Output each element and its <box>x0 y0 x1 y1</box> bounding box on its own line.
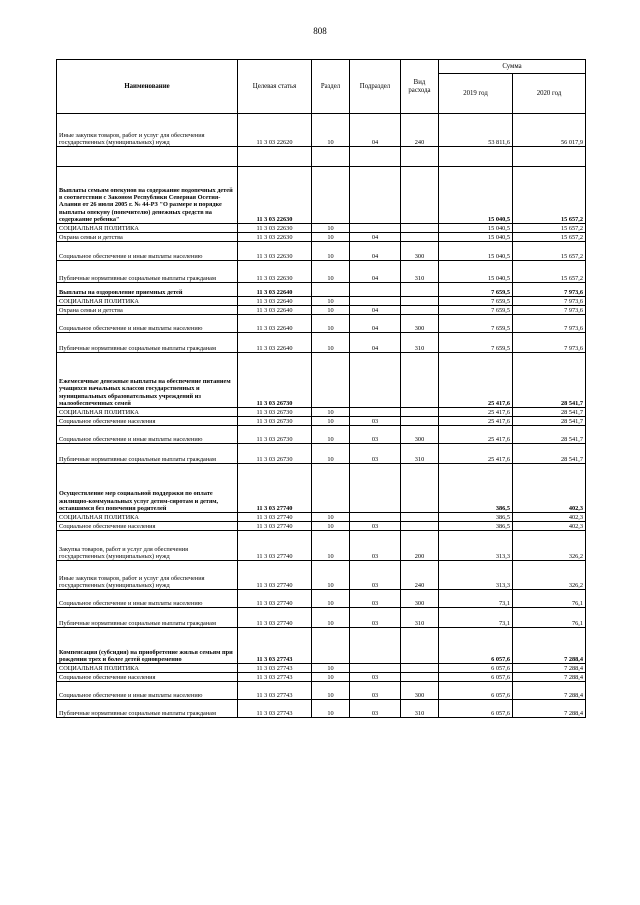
row-subsection: 03 <box>350 522 401 531</box>
table-row <box>57 147 586 167</box>
row-subsection: 04 <box>350 114 401 147</box>
row-subsection: 03 <box>350 531 401 561</box>
row-sum-2019: 25 417,6 <box>439 408 513 417</box>
row-code: 11 3 03 22640 <box>238 297 312 306</box>
row-section <box>312 283 350 297</box>
row-expense-type: 310 <box>401 333 439 353</box>
row-sum-2020: 7 288,4 <box>513 664 586 673</box>
table-row <box>57 224 586 233</box>
row-sum-2020: 76,1 <box>513 590 586 608</box>
row-name <box>57 147 238 167</box>
row-name: Публичные нормативные социальные выплаты гражданам <box>57 444 238 464</box>
row-subsection: 04 <box>350 233 401 242</box>
row-code: 11 3 03 22630 <box>238 233 312 242</box>
row-sum-2020 <box>513 147 586 167</box>
row-name: СОЦИАЛЬНАЯ ПОЛИТИКА <box>57 408 238 417</box>
row-sum-2020: 15 657,2 <box>513 224 586 233</box>
row-sum-2020: 15 657,2 <box>513 242 586 261</box>
row-name: Компенсация (субсидия) на приобретение жилья семьям при рождении трех и более детей одновременно <box>57 628 238 664</box>
row-sum-2020: 402,3 <box>513 464 586 513</box>
table-row <box>57 315 586 333</box>
row-code: 11 3 03 27740 <box>238 531 312 561</box>
table-body <box>57 114 586 718</box>
row-expense-type: 300 <box>401 242 439 261</box>
row-sum-2019: 386,5 <box>439 522 513 531</box>
row-sum-2020: 28 541,7 <box>513 444 586 464</box>
row-name: Ежемесячные денежные выплаты на обеспечение питанием учащихся начальных классов государственных и муниципальных образовательных учреждений из малообеспеченных семей <box>57 353 238 408</box>
row-sum-2019: 7 659,5 <box>439 333 513 353</box>
row-name: Социальное обеспечение и иные выплаты населению <box>57 590 238 608</box>
row-section: 10 <box>312 417 350 426</box>
row-subsection <box>350 464 401 513</box>
table-row <box>57 114 586 147</box>
row-sum-2020: 76,1 <box>513 608 586 628</box>
row-sum-2019: 25 417,6 <box>439 353 513 408</box>
table-row <box>57 628 586 664</box>
row-subsection: 03 <box>350 673 401 682</box>
row-subsection: 03 <box>350 417 401 426</box>
row-section: 10 <box>312 664 350 673</box>
table-row <box>57 444 586 464</box>
row-name: Выплаты на оздоровление приемных детей <box>57 283 238 297</box>
row-subsection: 03 <box>350 444 401 464</box>
row-section: 10 <box>312 531 350 561</box>
row-section: 10 <box>312 444 350 464</box>
row-sum-2019: 15 040,5 <box>439 261 513 283</box>
row-sum-2019 <box>439 147 513 167</box>
row-section <box>312 353 350 408</box>
row-sum-2020: 402,3 <box>513 513 586 522</box>
row-expense-type: 300 <box>401 590 439 608</box>
row-expense-type: 300 <box>401 426 439 444</box>
row-sum-2019: 6 057,6 <box>439 682 513 700</box>
row-subsection: 03 <box>350 700 401 718</box>
row-name: Охрана семьи и детства <box>57 306 238 315</box>
row-section: 10 <box>312 297 350 306</box>
row-code: 11 3 03 27740 <box>238 522 312 531</box>
row-section: 10 <box>312 682 350 700</box>
row-code: 11 3 03 22620 <box>238 114 312 147</box>
row-sum-2020: 15 657,2 <box>513 261 586 283</box>
row-subsection <box>350 224 401 233</box>
table-row <box>57 426 586 444</box>
table-row <box>57 590 586 608</box>
table-row <box>57 682 586 700</box>
row-sum-2020: 7 288,4 <box>513 673 586 682</box>
header-section: Раздел <box>312 60 350 114</box>
row-expense-type <box>401 417 439 426</box>
header-subsection: Подраздел <box>350 60 401 114</box>
row-expense-type: 240 <box>401 561 439 590</box>
row-sum-2020: 7 973,6 <box>513 315 586 333</box>
row-sum-2020: 7 973,6 <box>513 306 586 315</box>
row-section: 10 <box>312 426 350 444</box>
row-name: Закупка товаров, работ и услуг для обеспечения государственных (муниципальных) нужд <box>57 531 238 561</box>
row-code: 11 3 03 27740 <box>238 464 312 513</box>
row-sum-2019: 313,3 <box>439 531 513 561</box>
row-sum-2020: 326,2 <box>513 531 586 561</box>
row-code: 11 3 03 26730 <box>238 353 312 408</box>
row-code: 11 3 03 26730 <box>238 426 312 444</box>
row-sum-2019: 15 040,5 <box>439 233 513 242</box>
row-name: СОЦИАЛЬНАЯ ПОЛИТИКА <box>57 513 238 522</box>
row-expense-type <box>401 224 439 233</box>
row-name: Осуществление мер социальной поддержки по оплате жилищно-коммунальных услуг детям-сиротам и детям, оставшимся без попечения родителей <box>57 464 238 513</box>
row-section: 10 <box>312 242 350 261</box>
row-sum-2019: 7 659,5 <box>439 315 513 333</box>
row-expense-type <box>401 513 439 522</box>
row-code: 11 3 03 27743 <box>238 682 312 700</box>
row-sum-2020: 28 541,7 <box>513 417 586 426</box>
row-section: 10 <box>312 224 350 233</box>
row-section: 10 <box>312 513 350 522</box>
row-expense-type: 300 <box>401 682 439 700</box>
table-row <box>57 664 586 673</box>
header-year-2019: 2019 год <box>439 74 513 114</box>
row-sum-2020: 7 288,4 <box>513 682 586 700</box>
row-sum-2020: 7 973,6 <box>513 283 586 297</box>
row-subsection <box>350 297 401 306</box>
row-section: 10 <box>312 408 350 417</box>
row-section: 10 <box>312 233 350 242</box>
row-name: Публичные нормативные социальные выплаты гражданам <box>57 700 238 718</box>
row-code: 11 3 03 27740 <box>238 561 312 590</box>
table-row <box>57 700 586 718</box>
table-row <box>57 417 586 426</box>
row-subsection: 04 <box>350 333 401 353</box>
row-sum-2020: 7 288,4 <box>513 628 586 664</box>
row-section <box>312 147 350 167</box>
header-year-2020: 2020 год <box>513 74 586 114</box>
row-subsection <box>350 408 401 417</box>
row-name: Социальное обеспечение населения <box>57 522 238 531</box>
row-section: 10 <box>312 608 350 628</box>
row-sum-2020: 15 657,2 <box>513 233 586 242</box>
table-row <box>57 522 586 531</box>
row-code: 11 3 03 26730 <box>238 408 312 417</box>
row-section: 10 <box>312 261 350 283</box>
row-code: 11 3 03 22630 <box>238 224 312 233</box>
row-code: 11 3 03 22640 <box>238 306 312 315</box>
row-sum-2019: 25 417,6 <box>439 417 513 426</box>
table-row <box>57 297 586 306</box>
row-code: 11 3 03 22630 <box>238 242 312 261</box>
row-sum-2019: 15 040,5 <box>439 224 513 233</box>
row-name: Социальное обеспечение населения <box>57 417 238 426</box>
row-sum-2020: 15 657,2 <box>513 167 586 224</box>
table-row <box>57 261 586 283</box>
row-sum-2019: 386,5 <box>439 464 513 513</box>
row-code: 11 3 03 26730 <box>238 444 312 464</box>
row-subsection <box>350 628 401 664</box>
row-name: Социальное обеспечение и иные выплаты населению <box>57 426 238 444</box>
row-expense-type <box>401 283 439 297</box>
row-section: 10 <box>312 333 350 353</box>
row-section <box>312 464 350 513</box>
row-section: 10 <box>312 306 350 315</box>
row-section: 10 <box>312 114 350 147</box>
row-expense-type <box>401 628 439 664</box>
row-subsection: 03 <box>350 682 401 700</box>
row-sum-2019: 386,5 <box>439 513 513 522</box>
row-code: 11 3 03 27740 <box>238 608 312 628</box>
row-name: Публичные нормативные социальные выплаты гражданам <box>57 261 238 283</box>
row-section <box>312 628 350 664</box>
table-row <box>57 673 586 682</box>
table-row <box>57 333 586 353</box>
row-code: 11 3 03 26730 <box>238 417 312 426</box>
row-section: 10 <box>312 590 350 608</box>
row-sum-2019: 73,1 <box>439 608 513 628</box>
row-sum-2019: 6 057,6 <box>439 664 513 673</box>
row-code <box>238 147 312 167</box>
row-subsection: 04 <box>350 242 401 261</box>
row-subsection: 04 <box>350 261 401 283</box>
row-subsection: 04 <box>350 306 401 315</box>
row-section: 10 <box>312 673 350 682</box>
row-subsection <box>350 147 401 167</box>
table-row <box>57 233 586 242</box>
table-row <box>57 513 586 522</box>
row-expense-type: 200 <box>401 531 439 561</box>
row-subsection: 03 <box>350 561 401 590</box>
row-expense-type <box>401 408 439 417</box>
row-section: 10 <box>312 561 350 590</box>
row-subsection <box>350 513 401 522</box>
table-row <box>57 242 586 261</box>
row-subsection <box>350 167 401 224</box>
row-sum-2019: 15 040,5 <box>439 242 513 261</box>
row-code: 11 3 03 27743 <box>238 673 312 682</box>
row-subsection <box>350 283 401 297</box>
row-name: Выплаты семьям опекунов на содержание подопечных детей в соответствии с Законом Республики Северная Осетия-Алания от 26 июля 2005 г. № 44-РЗ "О размере и порядке выплаты опекуну (попечителю) денежных средств на содержание ребенка" <box>57 167 238 224</box>
row-code: 11 3 03 27740 <box>238 513 312 522</box>
row-subsection: 03 <box>350 426 401 444</box>
header-expense-type: Вид расхода <box>401 60 439 114</box>
row-subsection: 04 <box>350 315 401 333</box>
table-row <box>57 464 586 513</box>
row-name: Публичные нормативные социальные выплаты гражданам <box>57 608 238 628</box>
budget-table <box>56 59 586 718</box>
table-row <box>57 561 586 590</box>
row-sum-2020: 28 541,7 <box>513 353 586 408</box>
row-sum-2019: 7 659,5 <box>439 306 513 315</box>
row-expense-type <box>401 167 439 224</box>
row-sum-2019: 6 057,6 <box>439 628 513 664</box>
row-sum-2019: 25 417,6 <box>439 444 513 464</box>
row-sum-2019: 53 811,6 <box>439 114 513 147</box>
row-section: 10 <box>312 315 350 333</box>
row-code: 11 3 03 27743 <box>238 700 312 718</box>
row-expense-type <box>401 464 439 513</box>
row-name: Социальное обеспечение и иные выплаты населению <box>57 682 238 700</box>
row-sum-2019: 7 659,5 <box>439 283 513 297</box>
table-row <box>57 608 586 628</box>
row-sum-2019: 25 417,6 <box>439 426 513 444</box>
row-expense-type <box>401 306 439 315</box>
row-section: 10 <box>312 522 350 531</box>
row-expense-type <box>401 664 439 673</box>
row-name: Иные закупки товаров, работ и услуг для обеспечения государственных (муниципальных) нужд <box>57 561 238 590</box>
row-sum-2019: 313,3 <box>439 561 513 590</box>
row-code: 11 3 03 27740 <box>238 590 312 608</box>
row-sum-2020: 7 288,4 <box>513 700 586 718</box>
header-code: Целевая статья <box>238 60 312 114</box>
row-sum-2020: 7 973,6 <box>513 333 586 353</box>
row-expense-type <box>401 353 439 408</box>
row-sum-2020: 28 541,7 <box>513 426 586 444</box>
row-section <box>312 167 350 224</box>
table-row <box>57 167 586 224</box>
header-sum: Сумма <box>439 60 586 74</box>
row-subsection: 03 <box>350 590 401 608</box>
row-expense-type <box>401 297 439 306</box>
row-code: 11 3 03 22640 <box>238 315 312 333</box>
table-row <box>57 408 586 417</box>
table-row <box>57 531 586 561</box>
row-subsection: 03 <box>350 608 401 628</box>
row-code: 11 3 03 22630 <box>238 167 312 224</box>
row-sum-2019: 73,1 <box>439 590 513 608</box>
row-sum-2019: 7 659,5 <box>439 297 513 306</box>
row-sum-2019: 15 040,5 <box>439 167 513 224</box>
row-subsection <box>350 353 401 408</box>
row-name: Социальное обеспечение и иные выплаты населению <box>57 242 238 261</box>
row-sum-2020: 28 541,7 <box>513 408 586 417</box>
table-row <box>57 353 586 408</box>
row-code: 11 3 03 22640 <box>238 283 312 297</box>
row-sum-2020: 7 973,6 <box>513 297 586 306</box>
row-expense-type <box>401 522 439 531</box>
row-sum-2020: 326,2 <box>513 561 586 590</box>
row-code: 11 3 03 22630 <box>238 261 312 283</box>
row-expense-type <box>401 233 439 242</box>
table-row <box>57 283 586 297</box>
row-code: 11 3 03 27743 <box>238 664 312 673</box>
row-expense-type: 310 <box>401 261 439 283</box>
row-expense-type: 310 <box>401 444 439 464</box>
row-sum-2020: 402,3 <box>513 522 586 531</box>
row-code: 11 3 03 22640 <box>238 333 312 353</box>
row-expense-type: 310 <box>401 608 439 628</box>
row-code: 11 3 03 27743 <box>238 628 312 664</box>
row-expense-type <box>401 147 439 167</box>
row-name: Иные закупки товаров, работ и услуг для обеспечения государственных (муниципальных) нужд <box>57 114 238 147</box>
table-row <box>57 306 586 315</box>
row-name: Социальное обеспечение и иные выплаты населению <box>57 315 238 333</box>
row-expense-type: 300 <box>401 315 439 333</box>
row-sum-2019: 6 057,6 <box>439 700 513 718</box>
row-name: Охрана семьи и детства <box>57 233 238 242</box>
header-name: Наименование <box>57 60 238 114</box>
row-name: СОЦИАЛЬНАЯ ПОЛИТИКА <box>57 664 238 673</box>
row-expense-type: 240 <box>401 114 439 147</box>
row-sum-2019: 6 057,6 <box>439 673 513 682</box>
row-section: 10 <box>312 700 350 718</box>
row-subsection <box>350 664 401 673</box>
row-name: СОЦИАЛЬНАЯ ПОЛИТИКА <box>57 224 238 233</box>
page-number: 808 <box>313 26 327 36</box>
row-name: Социальное обеспечение населения <box>57 673 238 682</box>
row-name: Публичные нормативные социальные выплаты гражданам <box>57 333 238 353</box>
row-sum-2020: 56 017,9 <box>513 114 586 147</box>
row-expense-type: 310 <box>401 700 439 718</box>
row-expense-type <box>401 673 439 682</box>
row-name: СОЦИАЛЬНАЯ ПОЛИТИКА <box>57 297 238 306</box>
